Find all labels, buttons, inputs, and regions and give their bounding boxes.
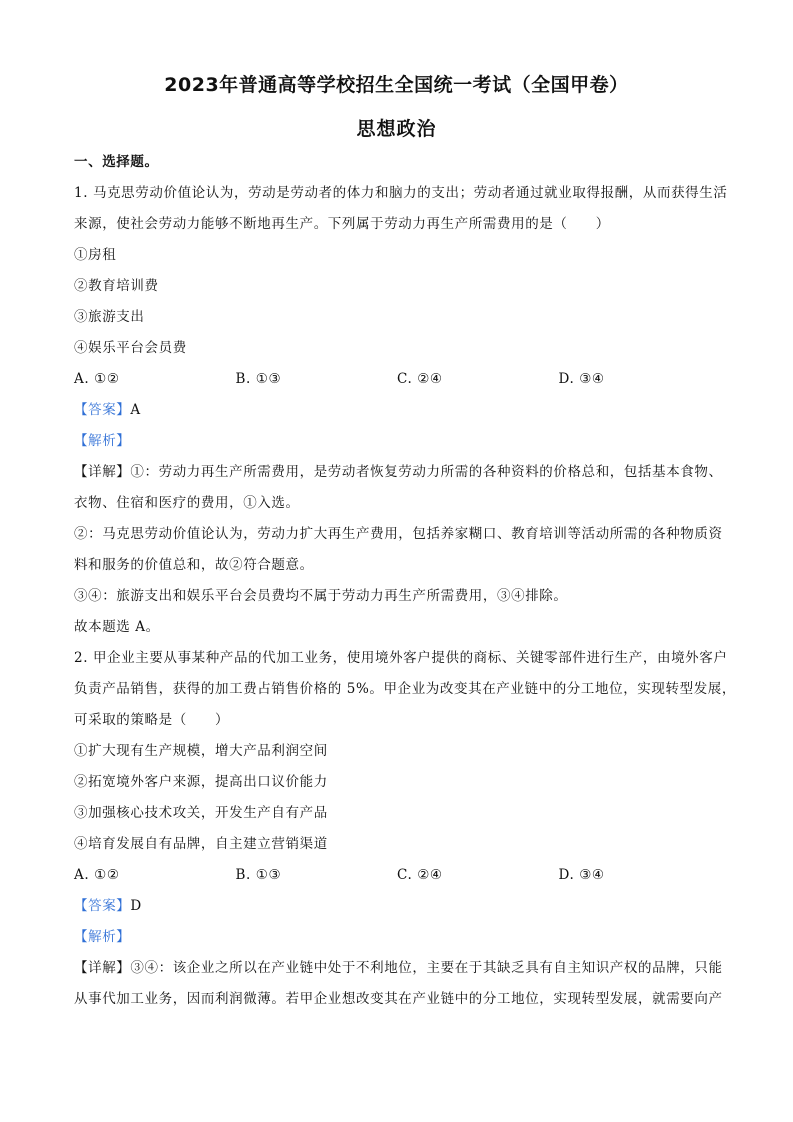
statement-item: ②教育培训费	[74, 278, 159, 294]
question-stem-line: 2. 甲企业主要从事某种产品的代加工业务，使用境外客户提供的商标、关键零部件进行生产，由境外客户	[74, 650, 728, 666]
detail-text: ③④：该企业之所以在产业链中处于不利地位，主要在于其缺乏具有自主知识产权的品牌，只能	[130, 960, 723, 976]
question-stem-line: 来源，使社会劳动力能够不断地再生产。下列属于劳动力再生产所需费用的是（ ）	[74, 216, 610, 232]
exam-title: 2023年普通高等学校招生全国统一考试（全国甲卷）	[164, 74, 629, 96]
statement-item: ①扩大现有生产规模，增大产品利润空间	[74, 743, 328, 759]
statement-item: ④娱乐平台会员费	[74, 340, 187, 356]
detail-line	[74, 953, 723, 984]
statement-item: ①房租	[74, 247, 117, 263]
answer-line	[74, 891, 720, 922]
detail-text-line: 从事代加工业务，因而利润微薄。若甲企业想改变其在产业链中的分工地位，实现转型发展，就需要向产	[74, 991, 723, 1007]
answer-line	[74, 395, 720, 426]
analysis-tag: 【解析】	[74, 433, 131, 449]
detail-text-line: 料和服务的价值总和，故②符合题意。	[74, 557, 314, 573]
answer-options	[74, 364, 720, 395]
statement-item: ③加强核心技术攻关，开发生产自有产品	[74, 805, 328, 821]
option-c: C. ②④	[397, 867, 443, 883]
question-stem-line: 负责产品销售，获得的加工费占销售价格的 5%。甲企业为改变其在产业链中的分工地位，实现转型发展，	[74, 681, 737, 697]
detail-tag: 【详解】	[74, 464, 131, 480]
option-a: A. ①②	[74, 867, 120, 883]
detail-text: ①：劳动力再生产所需费用，是劳动者恢复劳动力所需的各种资料的价格总和，包括基本食物、	[130, 464, 723, 480]
analysis-tag: 【解析】	[74, 929, 131, 945]
option-d: D. ③④	[558, 867, 605, 883]
option-d: D. ③④	[558, 371, 605, 387]
option-b: B. ①③	[235, 867, 282, 883]
answer-value: D	[130, 898, 142, 914]
exam-content	[74, 147, 737, 1015]
question-stem-line: 1. 马克思劳动价值论认为，劳动是劳动者的体力和脑力的支出；劳动者通过就业取得报酬，从而获得生活	[74, 185, 728, 201]
answer-options	[74, 860, 720, 891]
subject-title: 思想政治	[356, 118, 437, 140]
detail-text-line: ②：马克思劳动价值论认为，劳动力扩大再生产费用，包括养家糊口、教育培训等活动所需的各种物质资	[74, 526, 723, 542]
statement-item: ②拓宽境外客户来源，提高出口议价能力	[74, 774, 328, 790]
option-a: A. ①②	[74, 371, 120, 387]
detail-text-line: 故本题选 A。	[74, 619, 160, 635]
detail-text-line: ③④：旅游支出和娱乐平台会员费均不属于劳动力再生产所需费用，③④排除。	[74, 588, 568, 604]
question-1	[74, 178, 728, 643]
answer-value: A	[130, 402, 141, 418]
option-b: B. ①③	[235, 371, 282, 387]
detail-text-line: 衣物、住宿和医疗的费用，①入选。	[74, 495, 300, 511]
statement-item: ③旅游支出	[74, 309, 145, 325]
section-heading: 一、选择题。	[74, 154, 159, 170]
statement-item: ④培育发展自有品牌，自主建立营销渠道	[74, 836, 328, 852]
option-c: C. ②④	[397, 371, 443, 387]
answer-tag: 【答案】	[74, 402, 131, 418]
analysis-line	[74, 426, 720, 457]
analysis-line	[74, 922, 720, 953]
answer-tag: 【答案】	[74, 898, 131, 914]
question-stem-line: 可采取的策略是（ ）	[74, 712, 230, 728]
detail-tag: 【详解】	[74, 960, 131, 976]
detail-line	[74, 457, 723, 488]
question-2	[74, 643, 737, 1015]
